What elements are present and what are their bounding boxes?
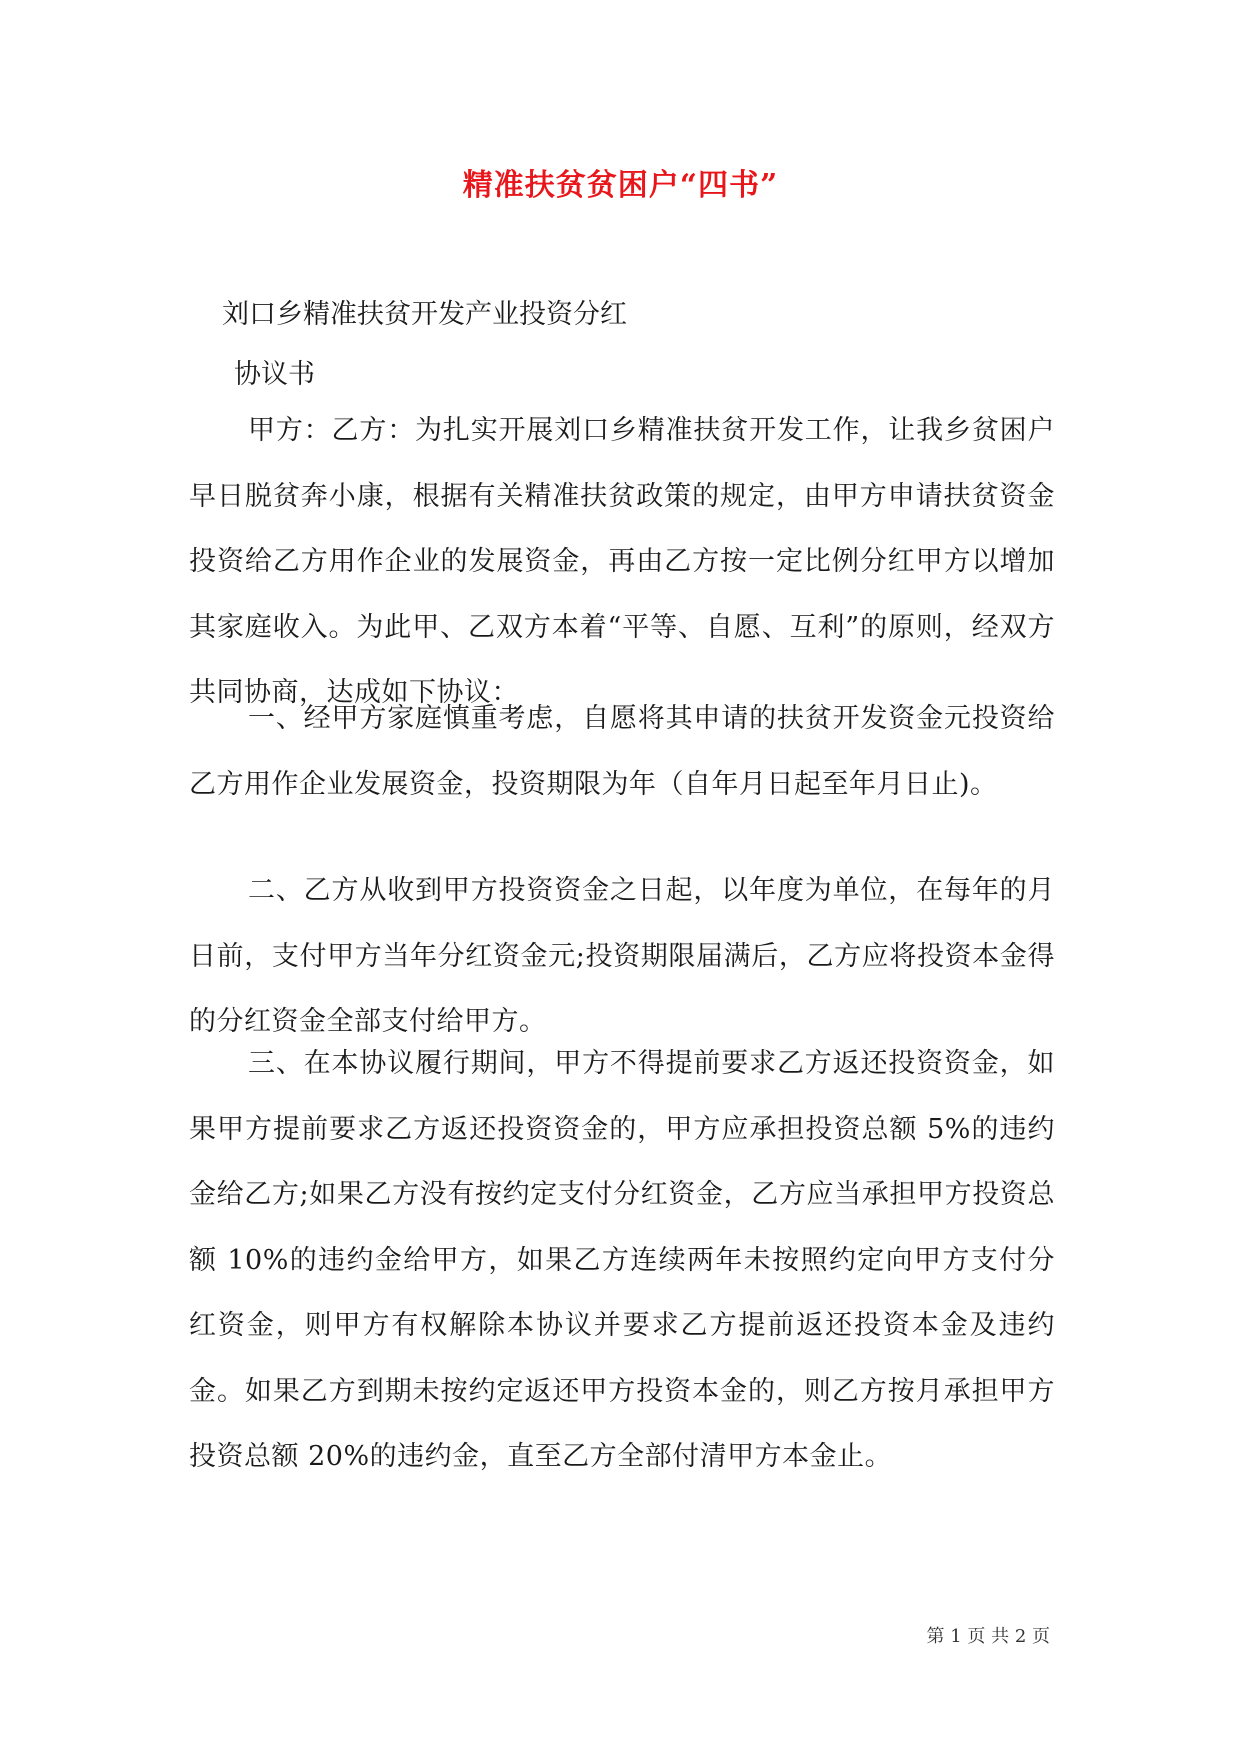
page-number-footer: 第 1 页 共 2 页 — [926, 1626, 1050, 1647]
agreement-heading-line1: 刘口乡精准扶贫开发产业投资分红 — [222, 299, 627, 330]
paragraph-clause-3: 三、在本协议履行期间，甲方不得提前要求乙方返还投资资金，如果甲方提前要求乙方返还投资资金的，甲方应承担投资总额 5%的违约金给乙方;如果乙方没有按约定支付分红资金，乙方应当承担甲方投资总额 10%的违约金给甲方，如果乙方连续两年未按照约定向甲方支付分红资金，则甲方有权解除本协议并要求乙方提前返还投资本金及违约金。如果乙方到期未按约定返还甲方投资本金的，则乙方按月承担甲方投资总额 20%的违约金，直至乙方全部付清甲方本金止。 — [189, 1048, 1055, 1472]
paragraph-clause-2: 二、乙方从收到甲方投资资金之日起，以年度为单位，在每年的月日前，支付甲方当年分红资金元;投资期限届满后，乙方应将投资本金得的分红资金全部支付给甲方。 — [189, 875, 1055, 1037]
paragraph-preamble: 甲方：乙方：为扎实开展刘口乡精准扶贫开发工作，让我乡贫困户早日脱贫奔小康，根据有关精准扶贫政策的规定，由甲方申请扶贫资金投资给乙方用作企业的发展资金，再由乙方按一定比例分红甲方以增加其家庭收入。为此甲、乙双方本着“平等、自愿、互利”的原则，经双方共同协商，达成如下协议： — [189, 415, 1055, 708]
agreement-heading-line2: 协议书 — [234, 359, 315, 390]
document-title: 精准扶贫贫困户“四书” — [462, 168, 779, 203]
paragraph-clause-1: 一、经甲方家庭慎重考虑，自愿将其申请的扶贫开发资金元投资给乙方用作企业发展资金，投资期限为年（自年月日起至年月日止)。 — [189, 703, 1055, 800]
